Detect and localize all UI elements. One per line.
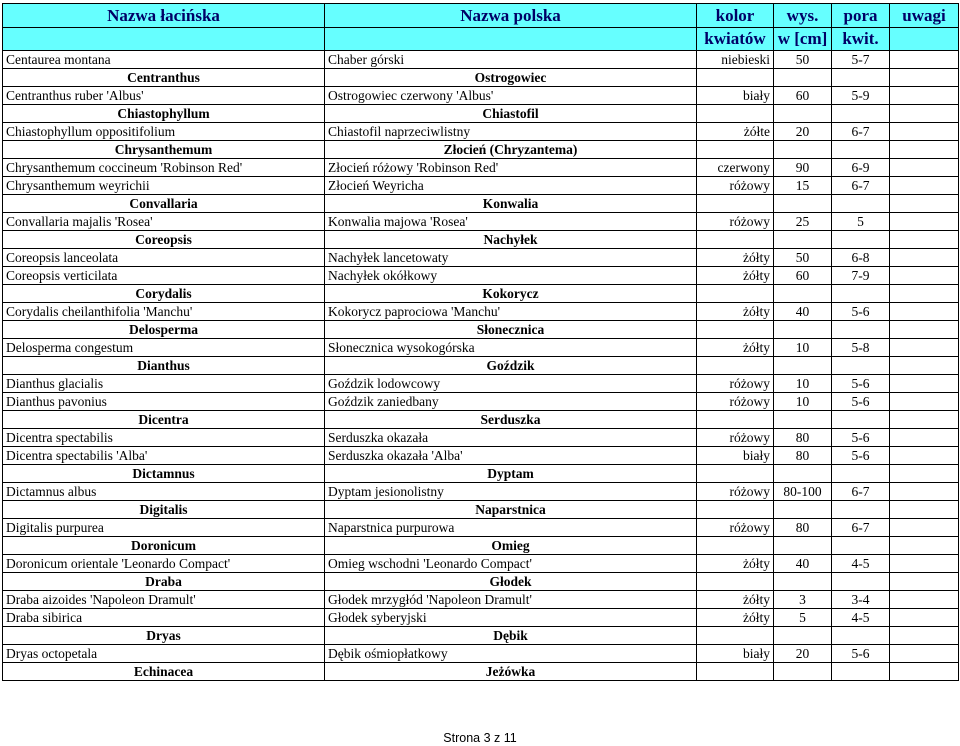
plant-table-sheet	[2, 3, 958, 681]
flower-color: żółty	[697, 555, 774, 573]
genus-latin-name: Draba	[3, 573, 325, 591]
polish-name: Dębik ośmiopłatkowy	[325, 645, 697, 663]
blank-cell	[697, 69, 774, 87]
latin-name: Centaurea montana	[3, 51, 325, 69]
polish-name: Nachyłek lancetowaty	[325, 249, 697, 267]
table-header-row-2	[3, 28, 959, 51]
blank-cell	[890, 231, 959, 249]
species-row	[3, 339, 959, 357]
latin-name: Dryas octopetala	[3, 645, 325, 663]
flowering-time: 3-4	[832, 591, 890, 609]
blank-cell	[774, 231, 832, 249]
species-row	[3, 447, 959, 465]
latin-name: Delosperma congestum	[3, 339, 325, 357]
remarks	[890, 51, 959, 69]
genus-polish-name: Konwalia	[325, 195, 697, 213]
species-row	[3, 609, 959, 627]
header-latin-name: Nazwa łacińska	[3, 4, 325, 28]
genus-latin-name: Chrysanthemum	[3, 141, 325, 159]
blank-cell	[832, 357, 890, 375]
remarks	[890, 249, 959, 267]
genus-row	[3, 357, 959, 375]
latin-name: Chrysanthemum coccineum 'Robinson Red'	[3, 159, 325, 177]
flower-color: różowy	[697, 483, 774, 501]
blank-cell	[890, 285, 959, 303]
blank-cell	[890, 537, 959, 555]
latin-name: Dianthus pavonius	[3, 393, 325, 411]
genus-row	[3, 105, 959, 123]
species-row	[3, 483, 959, 501]
genus-polish-name: Jeżówka	[325, 663, 697, 681]
flower-color: biały	[697, 645, 774, 663]
polish-name: Goździk lodowcowy	[325, 375, 697, 393]
polish-name: Kokorycz paprociowa 'Manchu'	[325, 303, 697, 321]
genus-polish-name: Serduszka	[325, 411, 697, 429]
flower-color: żółty	[697, 339, 774, 357]
species-row	[3, 555, 959, 573]
genus-polish-name: Goździk	[325, 357, 697, 375]
blank-cell	[774, 321, 832, 339]
remarks	[890, 375, 959, 393]
blank-cell	[697, 537, 774, 555]
polish-name: Złocień Weyricha	[325, 177, 697, 195]
plant-height: 20	[774, 123, 832, 141]
flowering-time: 4-5	[832, 609, 890, 627]
latin-name: Digitalis purpurea	[3, 519, 325, 537]
flowering-time: 6-9	[832, 159, 890, 177]
polish-name: Chiastofil naprzeciwlistny	[325, 123, 697, 141]
flowering-time: 7-9	[832, 267, 890, 285]
blank-cell	[832, 537, 890, 555]
blank-cell	[890, 105, 959, 123]
genus-polish-name: Słonecznica	[325, 321, 697, 339]
blank-cell	[697, 627, 774, 645]
latin-name: Dicentra spectabilis 'Alba'	[3, 447, 325, 465]
flower-color: żółty	[697, 303, 774, 321]
polish-name: Chaber górski	[325, 51, 697, 69]
polish-name: Naparstnica purpurowa	[325, 519, 697, 537]
blank-cell	[697, 573, 774, 591]
flowering-time: 5-6	[832, 393, 890, 411]
blank-cell	[832, 69, 890, 87]
remarks	[890, 267, 959, 285]
species-row	[3, 87, 959, 105]
genus-polish-name: Nachyłek	[325, 231, 697, 249]
blank-cell	[890, 465, 959, 483]
genus-polish-name: Omieg	[325, 537, 697, 555]
genus-latin-name: Corydalis	[3, 285, 325, 303]
flowering-time: 5-6	[832, 645, 890, 663]
plant-height: 80	[774, 447, 832, 465]
plant-height: 90	[774, 159, 832, 177]
flower-color: żółty	[697, 591, 774, 609]
genus-row	[3, 69, 959, 87]
flowering-time: 6-7	[832, 123, 890, 141]
genus-latin-name: Dianthus	[3, 357, 325, 375]
species-row	[3, 429, 959, 447]
remarks	[890, 177, 959, 195]
blank-cell	[832, 105, 890, 123]
flower-color: żółty	[697, 609, 774, 627]
species-row	[3, 591, 959, 609]
latin-name: Chiastophyllum oppositifolium	[3, 123, 325, 141]
blank-cell	[697, 321, 774, 339]
flowering-time: 5-9	[832, 87, 890, 105]
flower-color: żółte	[697, 123, 774, 141]
blank-cell	[774, 411, 832, 429]
latin-name: Dicentra spectabilis	[3, 429, 325, 447]
genus-row	[3, 465, 959, 483]
flowering-time: 6-8	[832, 249, 890, 267]
blank-cell	[774, 537, 832, 555]
flower-color: różowy	[697, 177, 774, 195]
polish-name: Złocień różowy 'Robinson Red'	[325, 159, 697, 177]
genus-polish-name: Kokorycz	[325, 285, 697, 303]
plant-height: 5	[774, 609, 832, 627]
species-row	[3, 645, 959, 663]
blank-cell	[774, 105, 832, 123]
remarks	[890, 591, 959, 609]
latin-name: Corydalis cheilanthifolia 'Manchu'	[3, 303, 325, 321]
latin-name: Dictamnus albus	[3, 483, 325, 501]
polish-name: Ostrogowiec czerwony 'Albus'	[325, 87, 697, 105]
header-remarks-blank	[890, 28, 959, 51]
genus-row	[3, 501, 959, 519]
remarks	[890, 303, 959, 321]
flower-color: biały	[697, 447, 774, 465]
latin-name: Dianthus glacialis	[3, 375, 325, 393]
plant-height: 50	[774, 51, 832, 69]
blank-cell	[832, 501, 890, 519]
plant-height: 10	[774, 375, 832, 393]
blank-cell	[832, 285, 890, 303]
blank-cell	[890, 321, 959, 339]
remarks	[890, 645, 959, 663]
blank-cell	[774, 465, 832, 483]
genus-row	[3, 231, 959, 249]
genus-latin-name: Delosperma	[3, 321, 325, 339]
header-color-sub: kwiatów	[697, 28, 774, 51]
flowering-time: 5-6	[832, 447, 890, 465]
latin-name: Draba sibirica	[3, 609, 325, 627]
blank-cell	[774, 627, 832, 645]
species-row	[3, 177, 959, 195]
genus-latin-name: Digitalis	[3, 501, 325, 519]
blank-cell	[832, 195, 890, 213]
latin-name: Coreopsis lanceolata	[3, 249, 325, 267]
flower-color: różowy	[697, 519, 774, 537]
genus-latin-name: Echinacea	[3, 663, 325, 681]
genus-polish-name: Głodek	[325, 573, 697, 591]
blank-cell	[832, 465, 890, 483]
plant-height: 25	[774, 213, 832, 231]
header-latin-blank	[3, 28, 325, 51]
blank-cell	[832, 231, 890, 249]
flower-color: różowy	[697, 429, 774, 447]
blank-cell	[890, 195, 959, 213]
species-row	[3, 249, 959, 267]
flowering-time: 5	[832, 213, 890, 231]
latin-name: Chrysanthemum weyrichii	[3, 177, 325, 195]
plant-height: 80-100	[774, 483, 832, 501]
genus-polish-name: Chiastofil	[325, 105, 697, 123]
blank-cell	[697, 411, 774, 429]
plant-table	[2, 3, 959, 681]
genus-row	[3, 411, 959, 429]
blank-cell	[832, 573, 890, 591]
genus-polish-name: Naparstnica	[325, 501, 697, 519]
latin-name: Convallaria majalis 'Rosea'	[3, 213, 325, 231]
genus-latin-name: Dryas	[3, 627, 325, 645]
flowering-time: 6-7	[832, 177, 890, 195]
blank-cell	[697, 501, 774, 519]
genus-row	[3, 285, 959, 303]
genus-row	[3, 663, 959, 681]
header-flowering-sub: kwit.	[832, 28, 890, 51]
species-row	[3, 159, 959, 177]
species-row	[3, 213, 959, 231]
plant-height: 60	[774, 87, 832, 105]
genus-latin-name: Doronicum	[3, 537, 325, 555]
blank-cell	[697, 465, 774, 483]
genus-latin-name: Centranthus	[3, 69, 325, 87]
species-row	[3, 393, 959, 411]
blank-cell	[774, 69, 832, 87]
genus-latin-name: Coreopsis	[3, 231, 325, 249]
plant-height: 50	[774, 249, 832, 267]
remarks	[890, 483, 959, 501]
flowering-time: 6-7	[832, 519, 890, 537]
flower-color: żółty	[697, 249, 774, 267]
blank-cell	[890, 411, 959, 429]
latin-name: Coreopsis verticilata	[3, 267, 325, 285]
blank-cell	[890, 141, 959, 159]
blank-cell	[774, 195, 832, 213]
blank-cell	[697, 231, 774, 249]
polish-name: Serduszka okazała	[325, 429, 697, 447]
plant-height: 10	[774, 393, 832, 411]
plant-height: 40	[774, 555, 832, 573]
flowering-time: 5-7	[832, 51, 890, 69]
genus-row	[3, 141, 959, 159]
blank-cell	[890, 663, 959, 681]
polish-name: Serduszka okazała 'Alba'	[325, 447, 697, 465]
blank-cell	[774, 357, 832, 375]
blank-cell	[832, 411, 890, 429]
remarks	[890, 339, 959, 357]
species-row	[3, 51, 959, 69]
flower-color: różowy	[697, 213, 774, 231]
blank-cell	[832, 663, 890, 681]
remarks	[890, 429, 959, 447]
polish-name: Dyptam jesionolistny	[325, 483, 697, 501]
blank-cell	[697, 105, 774, 123]
polish-name: Omieg wschodni 'Leonardo Compact'	[325, 555, 697, 573]
genus-latin-name: Dictamnus	[3, 465, 325, 483]
blank-cell	[890, 627, 959, 645]
flower-color: czerwony	[697, 159, 774, 177]
latin-name: Draba aizoides 'Napoleon Dramult'	[3, 591, 325, 609]
genus-polish-name: Dębik	[325, 627, 697, 645]
header-polish-name: Nazwa polska	[325, 4, 697, 28]
flowering-time: 6-7	[832, 483, 890, 501]
blank-cell	[697, 141, 774, 159]
blank-cell	[697, 663, 774, 681]
remarks	[890, 447, 959, 465]
genus-latin-name: Dicentra	[3, 411, 325, 429]
genus-row	[3, 537, 959, 555]
genus-row	[3, 573, 959, 591]
remarks	[890, 555, 959, 573]
blank-cell	[774, 663, 832, 681]
polish-name: Goździk zaniedbany	[325, 393, 697, 411]
species-row	[3, 267, 959, 285]
blank-cell	[774, 285, 832, 303]
blank-cell	[832, 141, 890, 159]
species-row	[3, 375, 959, 393]
blank-cell	[890, 501, 959, 519]
blank-cell	[890, 573, 959, 591]
header-height: wys.	[774, 4, 832, 28]
blank-cell	[774, 141, 832, 159]
flowering-time: 4-5	[832, 555, 890, 573]
page-number: Strona 3 z 11	[443, 731, 517, 745]
blank-cell	[832, 321, 890, 339]
polish-name: Słonecznica wysokogórska	[325, 339, 697, 357]
blank-cell	[774, 573, 832, 591]
remarks	[890, 87, 959, 105]
plant-height: 15	[774, 177, 832, 195]
blank-cell	[697, 195, 774, 213]
species-row	[3, 519, 959, 537]
flowering-time: 5-6	[832, 375, 890, 393]
remarks	[890, 159, 959, 177]
blank-cell	[832, 627, 890, 645]
plant-height: 10	[774, 339, 832, 357]
polish-name: Nachyłek okółkowy	[325, 267, 697, 285]
header-polish-blank	[325, 28, 697, 51]
polish-name: Głodek mrzygłód 'Napoleon Dramult'	[325, 591, 697, 609]
flower-color: biały	[697, 87, 774, 105]
plant-height: 60	[774, 267, 832, 285]
genus-polish-name: Ostrogowiec	[325, 69, 697, 87]
remarks	[890, 609, 959, 627]
plant-height: 3	[774, 591, 832, 609]
genus-polish-name: Złocień (Chryzantema)	[325, 141, 697, 159]
blank-cell	[890, 69, 959, 87]
header-height-sub: w [cm]	[774, 28, 832, 51]
plant-height: 40	[774, 303, 832, 321]
header-flowering: pora	[832, 4, 890, 28]
flowering-time: 5-6	[832, 303, 890, 321]
plant-height: 80	[774, 519, 832, 537]
flowering-time: 5-8	[832, 339, 890, 357]
blank-cell	[890, 357, 959, 375]
latin-name: Doronicum orientale 'Leonardo Compact'	[3, 555, 325, 573]
remarks	[890, 519, 959, 537]
flowering-time: 5-6	[832, 429, 890, 447]
genus-row	[3, 627, 959, 645]
header-color: kolor	[697, 4, 774, 28]
genus-latin-name: Chiastophyllum	[3, 105, 325, 123]
remarks	[890, 213, 959, 231]
genus-row	[3, 195, 959, 213]
polish-name: Głodek syberyjski	[325, 609, 697, 627]
species-row	[3, 303, 959, 321]
polish-name: Konwalia majowa 'Rosea'	[325, 213, 697, 231]
flower-color: niebieski	[697, 51, 774, 69]
flower-color: różowy	[697, 393, 774, 411]
remarks	[890, 393, 959, 411]
blank-cell	[774, 501, 832, 519]
flower-color: różowy	[697, 375, 774, 393]
genus-latin-name: Convallaria	[3, 195, 325, 213]
header-remarks: uwagi	[890, 4, 959, 28]
plant-height: 80	[774, 429, 832, 447]
blank-cell	[697, 357, 774, 375]
plant-height: 20	[774, 645, 832, 663]
species-row	[3, 123, 959, 141]
flower-color: żółty	[697, 267, 774, 285]
latin-name: Centranthus ruber 'Albus'	[3, 87, 325, 105]
genus-row	[3, 321, 959, 339]
remarks	[890, 123, 959, 141]
genus-polish-name: Dyptam	[325, 465, 697, 483]
blank-cell	[697, 285, 774, 303]
table-header-row-1	[3, 4, 959, 28]
